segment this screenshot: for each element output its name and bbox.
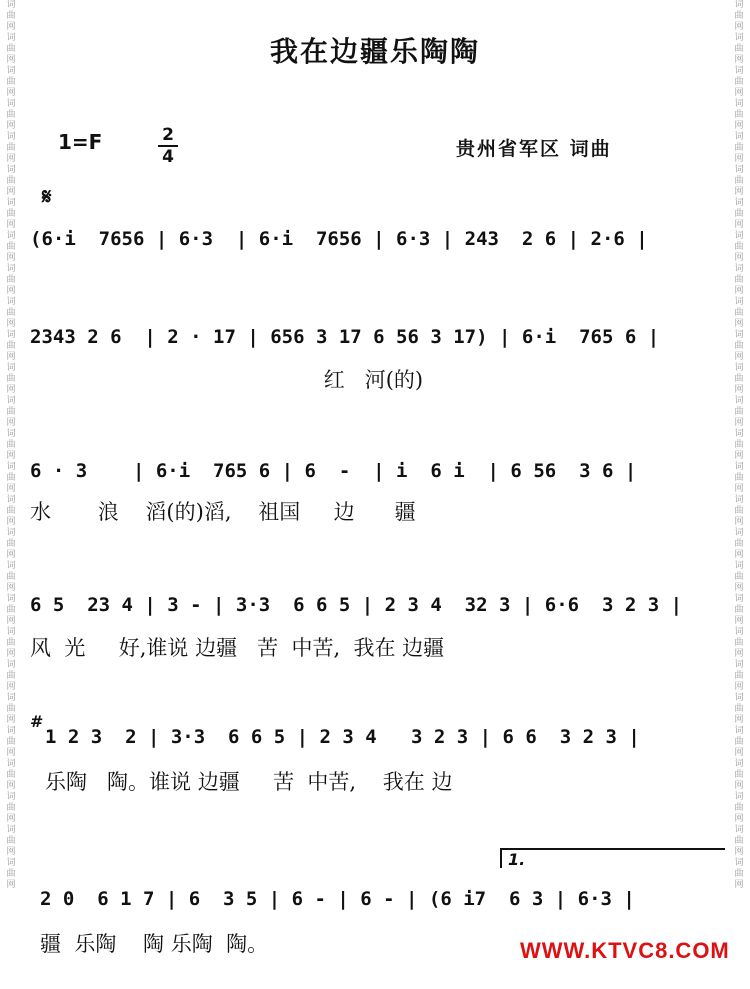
watermark-char: 曲 — [6, 308, 16, 318]
watermark-char: 网 — [6, 286, 16, 296]
watermark-char: 曲 — [734, 704, 744, 714]
watermark-char: 词 — [6, 99, 16, 109]
watermark-char: 曲 — [6, 473, 16, 483]
watermark-char: 曲 — [734, 242, 744, 252]
watermark-char: 词 — [734, 132, 744, 142]
watermark-char: 词 — [734, 561, 744, 571]
watermark-char: 网 — [734, 385, 744, 395]
watermark-char: 曲 — [734, 11, 744, 21]
watermark-char: 词 — [6, 66, 16, 76]
watermark-char: 曲 — [734, 869, 744, 879]
watermark-char: 网 — [6, 814, 16, 824]
watermark-char: 曲 — [6, 341, 16, 351]
watermark-char: 词 — [734, 858, 744, 868]
watermark-char: 词 — [734, 363, 744, 373]
watermark-char: 网 — [6, 220, 16, 230]
watermark-char: 网 — [734, 88, 744, 98]
segno-icon: 𝄋 — [42, 185, 52, 210]
watermark-char: 网 — [734, 880, 744, 890]
watermark-char: 曲 — [734, 407, 744, 417]
watermark-char: 网 — [734, 616, 744, 626]
watermark-char: 曲 — [734, 737, 744, 747]
watermark-char: 网 — [734, 649, 744, 659]
watermark-char: 曲 — [734, 77, 744, 87]
watermark-char: 词 — [6, 165, 16, 175]
watermark-char: 词 — [6, 495, 16, 505]
watermark-char: 词 — [6, 561, 16, 571]
credit-line: 贵州省军区 词曲 — [456, 138, 612, 160]
watermark-char: 曲 — [6, 638, 16, 648]
watermark-char: 词 — [734, 264, 744, 274]
volta-bracket — [500, 848, 725, 850]
watermark-char: 词 — [734, 33, 744, 43]
watermark-char: 词 — [734, 396, 744, 406]
notes-row-1: (6·i 7656 | 6·3 | 6·i 7656 | 6·3 | 243 2 6 | 2·6 | — [30, 228, 648, 250]
watermark-char: 曲 — [6, 770, 16, 780]
watermark-char: 词 — [734, 660, 744, 670]
volta-bracket-tick — [500, 848, 502, 868]
watermark-char: 网 — [6, 583, 16, 593]
watermark-char: 词 — [6, 33, 16, 43]
watermark-char: 词 — [734, 99, 744, 109]
watermark-char: 曲 — [6, 605, 16, 615]
watermark-char: 词 — [6, 726, 16, 736]
watermark-char: 曲 — [734, 539, 744, 549]
watermark-char: 词 — [6, 363, 16, 373]
watermark-char: 网 — [6, 748, 16, 758]
watermark-char: 网 — [6, 22, 16, 32]
watermark-char: 网 — [6, 517, 16, 527]
sharp-sign: # — [30, 712, 44, 731]
watermark-char: 曲 — [734, 110, 744, 120]
watermark-char: 网 — [6, 352, 16, 362]
watermark-left — [2, 0, 20, 989]
watermark-char: 词 — [734, 726, 744, 736]
site-watermark-text: WWW.KTVC8.COM — [520, 938, 730, 963]
time-signature — [158, 126, 178, 166]
watermark-char: 网 — [734, 319, 744, 329]
watermark-char: 网 — [734, 550, 744, 560]
watermark-char: 曲 — [734, 506, 744, 516]
watermark-char: 曲 — [6, 704, 16, 714]
watermark-char: 网 — [6, 550, 16, 560]
watermark-char: 曲 — [734, 671, 744, 681]
watermark-char: 网 — [6, 88, 16, 98]
watermark-char: 曲 — [734, 770, 744, 780]
watermark-char: 网 — [6, 418, 16, 428]
watermark-char: 词 — [734, 66, 744, 76]
watermark-char: 曲 — [734, 341, 744, 351]
watermark-char: 网 — [734, 517, 744, 527]
watermark-char: 曲 — [734, 143, 744, 153]
lyrics-row-4: 风 光 好,谁说 边疆 苦 中苦, 我在 边疆 — [30, 636, 445, 660]
watermark-char: 网 — [734, 154, 744, 164]
watermark-char: 曲 — [734, 473, 744, 483]
lyrics-row-6: 疆 乐陶 陶 乐陶 陶。 — [40, 932, 269, 956]
watermark-char: 网 — [6, 781, 16, 791]
notes-row-4: 6 5 23 4 | 3 - | 3·3 6 6 5 | 2 3 4 32 3 | 6·6 3 2 3 | — [30, 594, 683, 616]
watermark-char: 网 — [6, 484, 16, 494]
watermark-char: 网 — [6, 253, 16, 263]
watermark-char: 词 — [6, 759, 16, 769]
time-signature-top: 2 — [162, 125, 174, 145]
watermark-char: 词 — [734, 627, 744, 637]
watermark-char: 词 — [734, 594, 744, 604]
watermark-char: 曲 — [734, 638, 744, 648]
watermark-char: 曲 — [734, 605, 744, 615]
watermark-char: 词 — [6, 198, 16, 208]
watermark-char: 词 — [734, 792, 744, 802]
watermark-char: 词 — [6, 132, 16, 142]
watermark-char: 曲 — [6, 869, 16, 879]
watermark-char: 网 — [734, 715, 744, 725]
watermark-char: 词 — [6, 825, 16, 835]
notes-row-2: 2343 2 6 | 2 · 17 | 656 3 17 6 56 3 17) | 6·i 765 6 | — [30, 326, 660, 348]
watermark-char: 网 — [734, 418, 744, 428]
watermark-char: 词 — [6, 429, 16, 439]
watermark-char: 词 — [6, 231, 16, 241]
watermark-char: 词 — [734, 825, 744, 835]
watermark-char: 网 — [6, 55, 16, 65]
watermark-char: 网 — [734, 451, 744, 461]
watermark-char: 网 — [734, 682, 744, 692]
watermark-char: 词 — [6, 693, 16, 703]
watermark-char: 曲 — [6, 440, 16, 450]
watermark-char: 词 — [734, 759, 744, 769]
watermark-char: 曲 — [734, 275, 744, 285]
watermark-char: 网 — [6, 385, 16, 395]
watermark-char: 曲 — [6, 737, 16, 747]
notes-row-5: 1 2 3 2 | 3·3 6 6 5 | 2 3 4 3 2 3 | 6 6 3 2 3 | — [45, 726, 640, 748]
watermark-char: 网 — [734, 253, 744, 263]
watermark-char: 网 — [6, 847, 16, 857]
watermark-char: 曲 — [6, 572, 16, 582]
lyrics-row-2: 红 河(的) — [30, 368, 424, 392]
watermark-char: 曲 — [6, 110, 16, 120]
watermark-char: 词 — [6, 0, 16, 10]
lyrics-row-3: 水 浪 滔(的)滔, 祖国 边 疆 — [30, 500, 416, 524]
watermark-char: 词 — [734, 330, 744, 340]
watermark-char: 词 — [6, 462, 16, 472]
site-watermark — [520, 938, 730, 964]
watermark-char: 词 — [6, 594, 16, 604]
watermark-char: 词 — [734, 231, 744, 241]
watermark-char: 网 — [734, 814, 744, 824]
watermark-char: 曲 — [734, 44, 744, 54]
watermark-char: 词 — [6, 528, 16, 538]
watermark-char: 词 — [6, 396, 16, 406]
watermark-char: 词 — [734, 198, 744, 208]
watermark-char: 网 — [734, 748, 744, 758]
watermark-char: 网 — [6, 451, 16, 461]
watermark-char: 词 — [734, 528, 744, 538]
watermark-char: 网 — [734, 220, 744, 230]
watermark-char: 词 — [734, 297, 744, 307]
watermark-char: 曲 — [6, 11, 16, 21]
watermark-char: 网 — [734, 55, 744, 65]
watermark-char: 网 — [734, 781, 744, 791]
notes-row-6: 2 0 6 1 7 | 6 3 5 | 6 - | 6 - | (6 i7 6 3 | 6·3 | — [40, 888, 635, 910]
watermark-char: 曲 — [6, 176, 16, 186]
watermark-char: 曲 — [734, 440, 744, 450]
watermark-char: 词 — [6, 627, 16, 637]
watermark-char: 词 — [6, 858, 16, 868]
watermark-char: 词 — [6, 330, 16, 340]
watermark-char: 词 — [6, 792, 16, 802]
watermark-char: 曲 — [6, 506, 16, 516]
watermark-char: 曲 — [6, 242, 16, 252]
watermark-char: 曲 — [734, 374, 744, 384]
watermark-char: 曲 — [6, 407, 16, 417]
watermark-char: 网 — [6, 121, 16, 131]
watermark-char: 网 — [6, 319, 16, 329]
song-title: 我在边疆乐陶陶 — [269, 35, 480, 68]
watermark-char: 曲 — [6, 836, 16, 846]
watermark-char: 曲 — [734, 308, 744, 318]
watermark-char: 网 — [6, 187, 16, 197]
watermark-char: 词 — [734, 0, 744, 10]
watermark-char: 曲 — [6, 275, 16, 285]
watermark-char: 网 — [734, 121, 744, 131]
watermark-char: 词 — [6, 660, 16, 670]
watermark-char: 曲 — [6, 374, 16, 384]
watermark-char: 词 — [734, 693, 744, 703]
watermark-right — [730, 0, 748, 989]
watermark-char: 网 — [734, 484, 744, 494]
watermark-char: 曲 — [6, 671, 16, 681]
watermark-char: 词 — [734, 462, 744, 472]
watermark-char: 曲 — [6, 209, 16, 219]
watermark-char: 网 — [734, 583, 744, 593]
watermark-char: 网 — [6, 616, 16, 626]
watermark-char: 词 — [734, 429, 744, 439]
watermark-char: 网 — [6, 154, 16, 164]
volta-label: 1. — [508, 850, 526, 869]
watermark-char: 词 — [734, 495, 744, 505]
watermark-char: 曲 — [734, 836, 744, 846]
watermark-char: 曲 — [734, 572, 744, 582]
watermark-char: 网 — [734, 847, 744, 857]
watermark-char: 网 — [6, 649, 16, 659]
watermark-char: 曲 — [734, 803, 744, 813]
watermark-char: 网 — [6, 715, 16, 725]
watermark-char: 网 — [6, 880, 16, 890]
notes-row-3: 6 · 3 | 6·i 765 6 | 6 - | i 6 i | 6 56 3 6 | — [30, 460, 637, 482]
watermark-char: 网 — [734, 286, 744, 296]
watermark-char: 网 — [734, 352, 744, 362]
watermark-char: 曲 — [734, 176, 744, 186]
time-signature-bottom: 4 — [162, 147, 174, 167]
watermark-char: 曲 — [6, 143, 16, 153]
key-signature: 1=F — [58, 130, 103, 154]
watermark-char: 网 — [6, 682, 16, 692]
watermark-char: 曲 — [6, 539, 16, 549]
watermark-char: 曲 — [6, 803, 16, 813]
watermark-char: 曲 — [6, 77, 16, 87]
watermark-char: 词 — [6, 264, 16, 274]
watermark-char: 网 — [734, 187, 744, 197]
watermark-char: 词 — [734, 165, 744, 175]
lyrics-row-5: 乐陶 陶。谁说 边疆 苦 中苦, 我在 边 — [45, 770, 453, 794]
watermark-char: 网 — [734, 22, 744, 32]
watermark-char: 词 — [6, 297, 16, 307]
watermark-char: 曲 — [6, 44, 16, 54]
watermark-char: 曲 — [734, 209, 744, 219]
